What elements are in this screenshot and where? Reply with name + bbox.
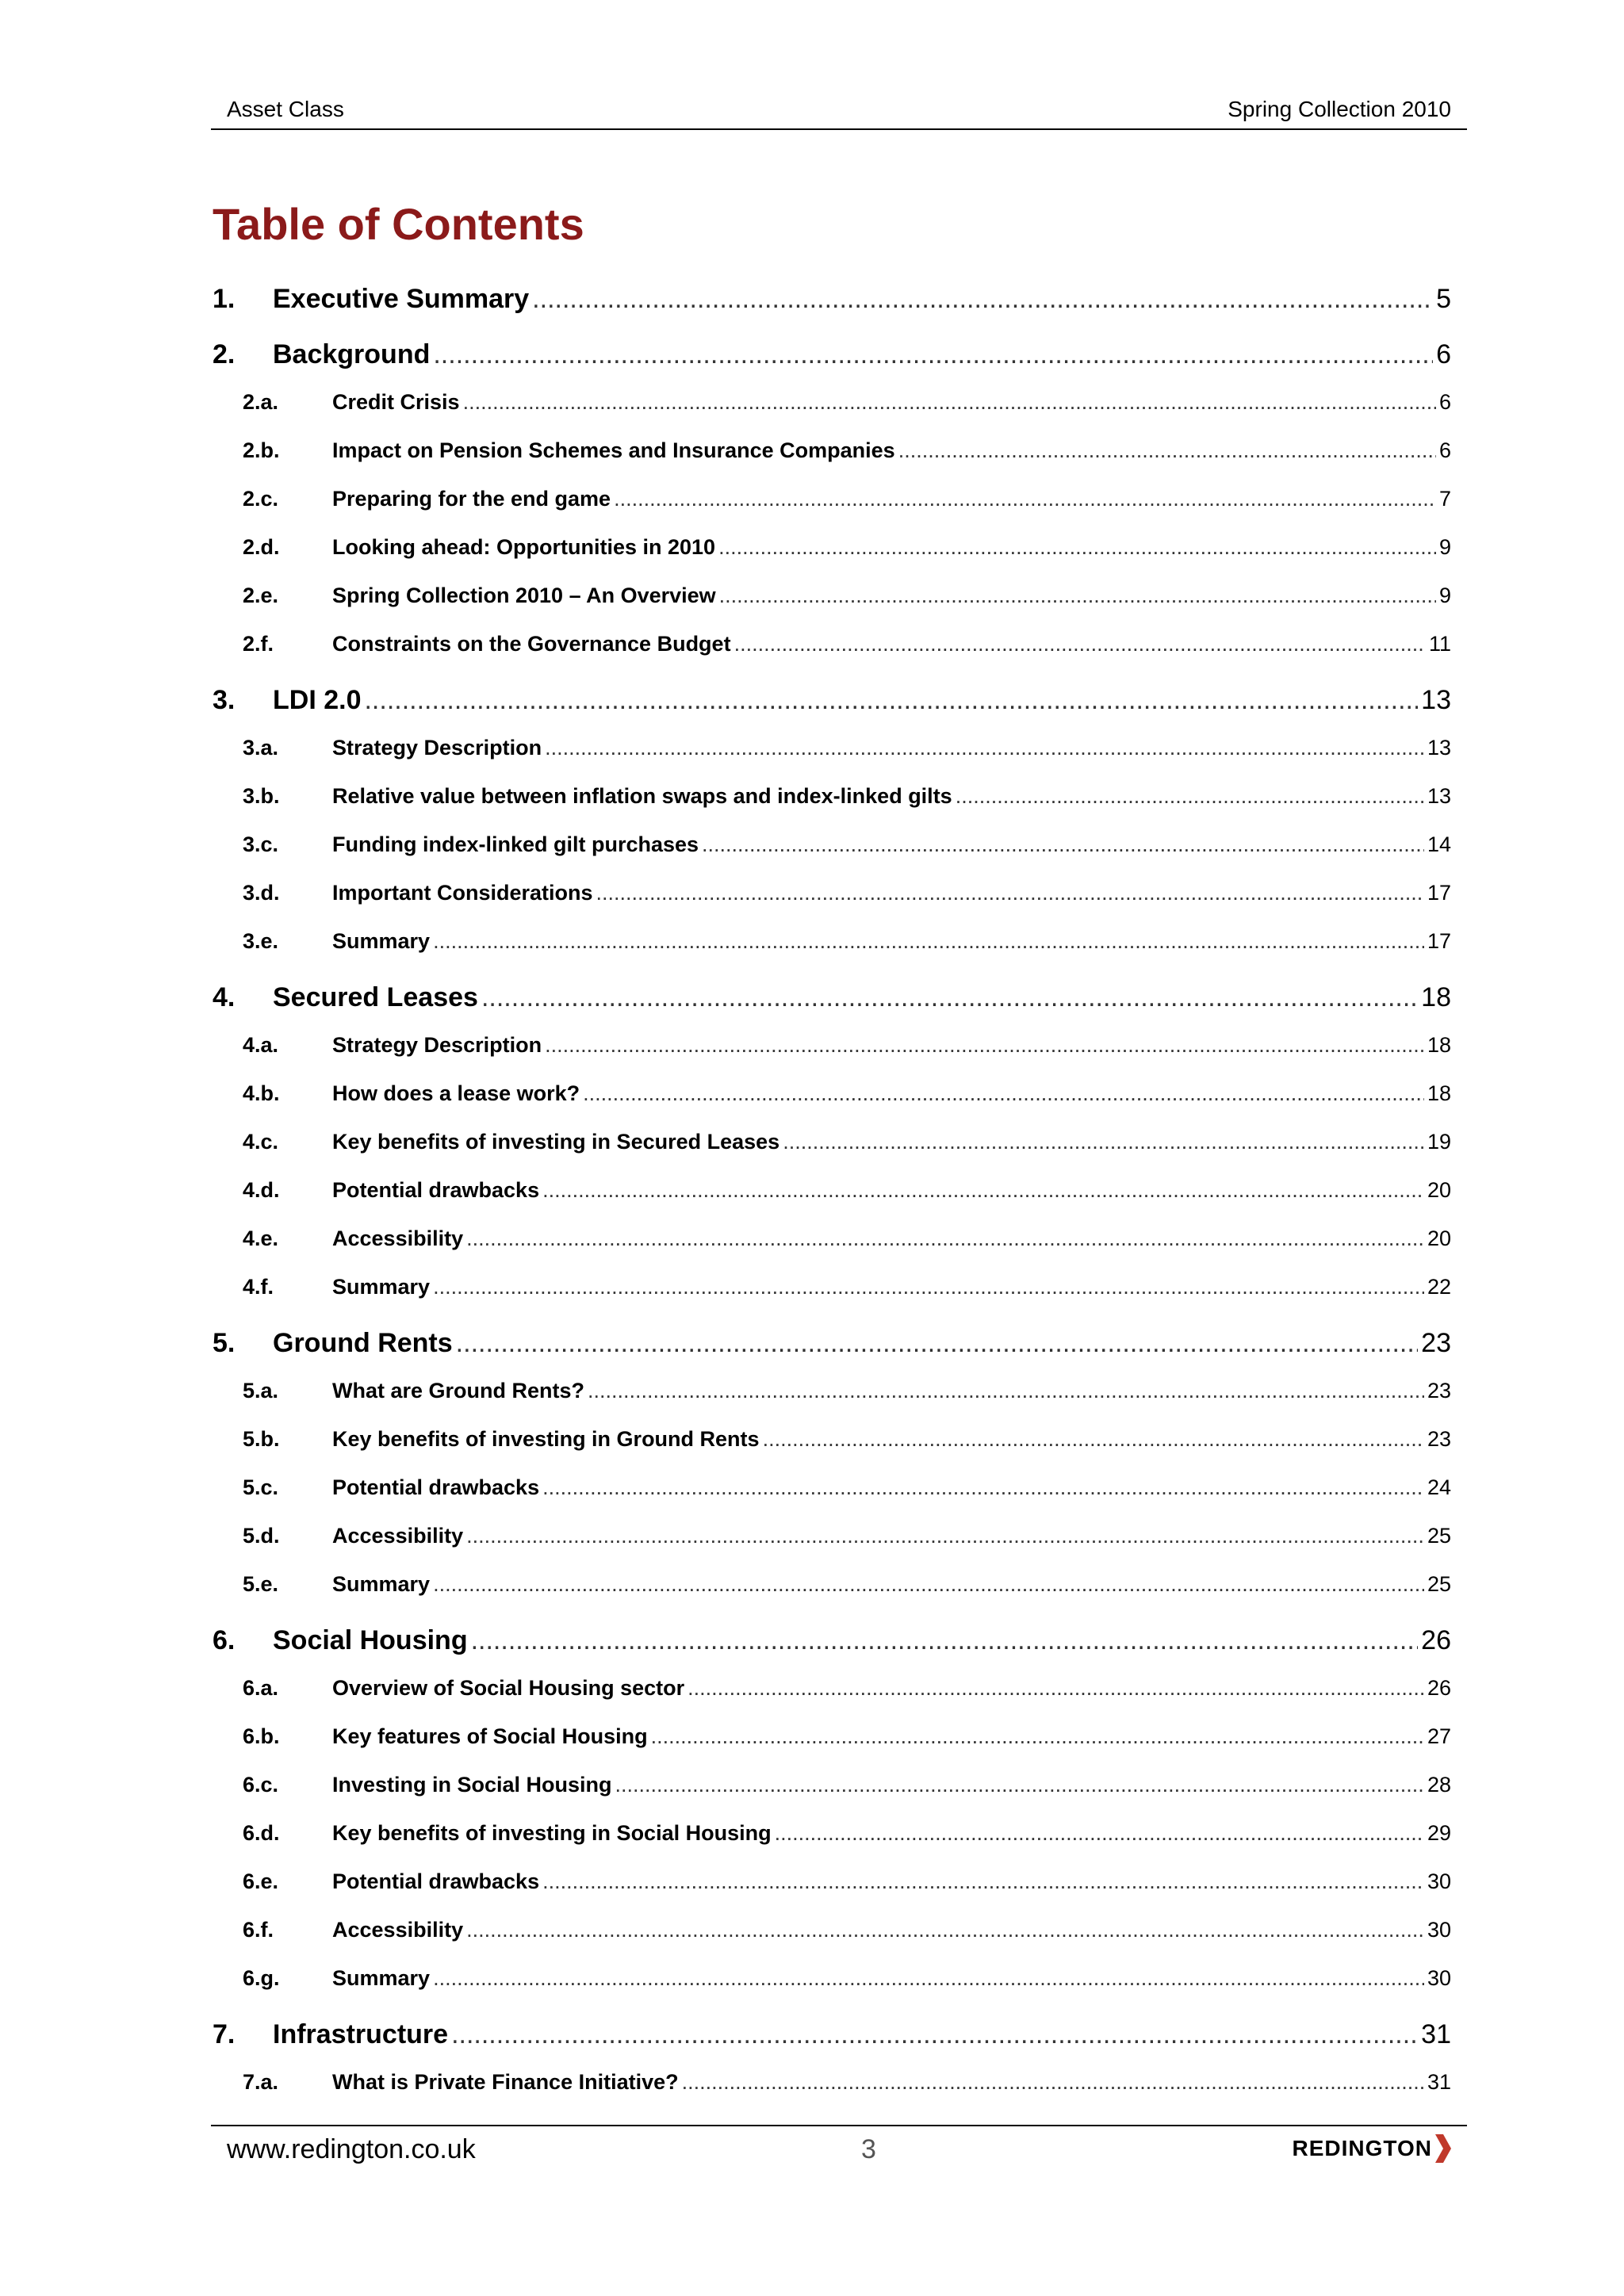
toc-entry[interactable]	[213, 1178, 1451, 1203]
toc-entry-number: 4.c.	[243, 1130, 279, 1154]
toc-entry-label[interactable]: Infrastructure	[273, 2019, 449, 2049]
toc-leader-dots	[775, 1821, 1424, 1846]
toc-entry-page: 17	[1427, 929, 1451, 953]
toc-leader-dots	[718, 535, 1436, 560]
toc-entry[interactable]	[213, 1966, 1451, 1991]
toc-leader-dots	[583, 1081, 1424, 1106]
toc-entry-label[interactable]: What are Ground Rents?	[332, 1379, 585, 1402]
toc-entry[interactable]	[213, 1379, 1451, 1403]
toc-entry-number: 2.c.	[243, 487, 279, 511]
toc-entry-page: 17	[1427, 881, 1451, 905]
toc-entry-page: 30	[1427, 1966, 1451, 1990]
toc-leader-dots	[451, 2019, 1418, 2050]
toc-entry-page: 6	[1438, 390, 1451, 414]
toc-entry-page: 13	[1421, 685, 1451, 715]
toc-entry[interactable]	[213, 1821, 1451, 1846]
toc-entry-label[interactable]: Spring Collection 2010 – An Overview	[332, 584, 716, 607]
toc-entry-number: 3.e.	[243, 929, 279, 953]
footer-url[interactable]: www.redington.co.uk	[227, 2134, 476, 2164]
toc-entry-label[interactable]: Ground Rents	[273, 1328, 453, 1358]
toc-entry-label[interactable]: Social Housing	[273, 1625, 468, 1655]
toc-entry-label[interactable]: Summary	[332, 1572, 431, 1596]
toc-entry[interactable]	[213, 1130, 1451, 1154]
toc-leader-dots	[545, 736, 1424, 760]
toc-heading: Table of Contents	[213, 199, 584, 249]
toc-entry-page: 14	[1427, 832, 1451, 856]
toc-entry-label[interactable]: Looking ahead: Opportunities in 2010	[332, 535, 716, 559]
page-header	[211, 94, 1467, 130]
toc-leader-dots	[614, 487, 1436, 511]
toc-leader-dots	[532, 284, 1433, 315]
toc-entry-label[interactable]: Important Considerations	[332, 881, 593, 905]
toc-entry-number: 6.g.	[243, 1966, 280, 1990]
toc-leader-dots	[466, 1226, 1424, 1251]
toc-entry-label[interactable]: Summary	[332, 1966, 431, 1990]
toc-entry-page: 23	[1427, 1427, 1451, 1451]
toc-entry-label[interactable]: Strategy Description	[332, 1033, 542, 1057]
toc-entry[interactable]	[213, 390, 1451, 415]
toc-entry[interactable]	[213, 1918, 1451, 1942]
toc-entry-number: 2.b.	[243, 438, 280, 462]
toc-leader-dots	[433, 929, 1424, 954]
toc-entry-page: 23	[1427, 1379, 1451, 1402]
toc-entry-page: 11	[1428, 632, 1451, 656]
toc-entry-number: 2.	[213, 339, 236, 369]
toc-leader-dots	[481, 982, 1418, 1013]
toc-entry-number: 6.f.	[243, 1918, 274, 1942]
toc-entry-number: 4.	[213, 982, 236, 1012]
toc-entry-label[interactable]: Funding index-linked gilt purchases	[332, 832, 699, 856]
toc-entry-label[interactable]: Secured Leases	[273, 982, 478, 1012]
toc-entry-number: 5.c.	[243, 1475, 279, 1499]
toc-entry-number: 2.e.	[243, 584, 279, 607]
toc-entry-label[interactable]: Executive Summary	[273, 284, 530, 314]
toc-entry-page: 30	[1427, 1869, 1451, 1893]
toc-leader-dots	[466, 1918, 1424, 1942]
toc-entry-number: 6.d.	[243, 1821, 280, 1845]
toc-entry-number: 3.c.	[243, 832, 279, 856]
toc-leader-dots	[364, 685, 1418, 716]
logo-text: REDINGTON	[1292, 2136, 1432, 2160]
toc-entry[interactable]	[213, 832, 1451, 857]
toc-entry-label[interactable]: LDI 2.0	[273, 685, 362, 715]
toc-entry-label[interactable]: What is Private Finance Initiative?	[332, 2070, 679, 2094]
toc-entry[interactable]	[213, 487, 1451, 511]
toc-entry[interactable]	[213, 736, 1451, 760]
toc-entry[interactable]	[213, 1427, 1451, 1452]
toc-entry-number: 4.f.	[243, 1275, 274, 1299]
toc-entry-page: 13	[1427, 736, 1451, 760]
toc-leader-dots	[433, 339, 1433, 370]
toc-entry[interactable]	[213, 1275, 1451, 1299]
toc-entry-label[interactable]: Overview of Social Housing sector	[332, 1676, 685, 1700]
toc-leader-dots	[734, 632, 1426, 656]
toc-entry-label[interactable]: Accessibility	[332, 1918, 464, 1942]
toc-entry-page: 18	[1427, 1033, 1451, 1057]
toc-entry-page: 6	[1438, 438, 1451, 462]
toc-entry[interactable]	[213, 1773, 1451, 1797]
toc-entry-label[interactable]: Summary	[332, 1275, 431, 1299]
toc-entry-label[interactable]: Preparing for the end game	[332, 487, 611, 511]
toc-leader-dots	[463, 390, 1436, 415]
toc-entry[interactable]	[213, 632, 1451, 656]
toc-leader-dots	[783, 1130, 1424, 1154]
toc-entry-label[interactable]: Key features of Social Housing	[332, 1724, 648, 1748]
toc-entry[interactable]	[213, 438, 1451, 463]
toc-entry-number: 6.c.	[243, 1773, 279, 1797]
toc-entry[interactable]	[213, 2070, 1451, 2095]
toc-entry-label[interactable]: Summary	[332, 929, 431, 953]
toc-entry-number: 4.b.	[243, 1081, 280, 1105]
toc-entry-page: 13	[1427, 784, 1451, 808]
toc-entry-page: 30	[1427, 1918, 1451, 1942]
toc-entry-page: 26	[1427, 1676, 1451, 1700]
toc-entry[interactable]	[213, 535, 1451, 560]
toc-entry-page: 25	[1427, 1572, 1451, 1596]
toc-entry-number: 3.b.	[243, 784, 280, 808]
toc-entry-label[interactable]: Potential drawbacks	[332, 1869, 540, 1893]
toc-leader-dots	[651, 1724, 1424, 1749]
toc-entry[interactable]	[213, 784, 1451, 809]
toc-entry-page: 26	[1421, 1625, 1451, 1655]
toc-entry[interactable]	[213, 1869, 1451, 1894]
toc-leader-dots	[956, 784, 1424, 809]
toc-entry[interactable]	[213, 284, 1451, 315]
toc-entry-number: 3.	[213, 685, 236, 715]
toc-entry[interactable]	[213, 584, 1451, 608]
toc-entry-label[interactable]: Key benefits of investing in Secured Leases	[332, 1130, 780, 1154]
toc-entry-page: 29	[1427, 1821, 1451, 1845]
toc-entry[interactable]	[213, 1625, 1451, 1656]
toc-entry-number: 6.a.	[243, 1676, 279, 1700]
toc-entry[interactable]	[213, 881, 1451, 905]
toc-entry-page: 23	[1421, 1328, 1451, 1358]
toc-leader-dots	[719, 584, 1436, 608]
toc-entry-number: 5.a.	[243, 1379, 279, 1402]
toc-leader-dots	[433, 1275, 1424, 1299]
toc-entry-page: 5	[1436, 284, 1451, 314]
toc-entry-number: 5.d.	[243, 1524, 280, 1548]
toc-entry-page: 20	[1427, 1226, 1451, 1250]
toc-leader-dots	[433, 1966, 1424, 1991]
toc-entry-number: 4.d.	[243, 1178, 280, 1202]
toc-entry-page: 22	[1427, 1275, 1451, 1299]
toc-entry-label[interactable]: Impact on Pension Schemes and Insurance Companies	[332, 438, 895, 462]
toc-entry-label[interactable]: Relative value between inflation swaps and index-linked gilts	[332, 784, 952, 808]
toc-entry-number: 3.a.	[243, 736, 279, 760]
header-left-text: Asset Class	[227, 97, 344, 121]
toc-entry-page: 18	[1421, 982, 1451, 1012]
toc-leader-dots	[466, 1524, 1424, 1548]
toc-leader-dots	[682, 2070, 1424, 2095]
toc-leader-dots	[688, 1676, 1424, 1701]
toc-entry[interactable]	[213, 1033, 1451, 1058]
toc-entry[interactable]	[213, 1676, 1451, 1701]
toc-entry-number: 4.e.	[243, 1226, 279, 1250]
toc-leader-dots	[542, 1869, 1424, 1894]
toc-entry-label[interactable]: Strategy Description	[332, 736, 542, 760]
toc-leader-dots	[545, 1033, 1424, 1058]
toc-entry-number: 6.b.	[243, 1724, 280, 1748]
toc-entry[interactable]	[213, 929, 1451, 954]
toc-entry[interactable]	[213, 2019, 1451, 2050]
toc-entry[interactable]	[213, 1524, 1451, 1548]
toc-entry[interactable]	[213, 1081, 1451, 1106]
toc-entry-number: 5.e.	[243, 1572, 279, 1596]
toc-entry-label[interactable]: Credit Crisis	[332, 390, 460, 414]
toc-entry-page: 25	[1427, 1524, 1451, 1548]
toc-entry-number: 6.	[213, 1625, 236, 1655]
toc-leader-dots	[596, 881, 1424, 905]
toc-leader-dots	[456, 1328, 1419, 1359]
footer-page-number: 3	[861, 2134, 876, 2164]
toc-leader-dots	[588, 1379, 1424, 1403]
toc-entry-label[interactable]: Accessibility	[332, 1524, 464, 1548]
toc-entry[interactable]	[213, 1572, 1451, 1597]
toc-entry-label[interactable]: How does a lease work?	[332, 1081, 580, 1105]
toc-entry[interactable]	[213, 685, 1451, 716]
toc-entry-page: 6	[1436, 339, 1451, 369]
toc-entry-number: 7.a.	[243, 2070, 279, 2094]
toc-entry[interactable]	[213, 1226, 1451, 1251]
toc-leader-dots	[615, 1773, 1424, 1797]
toc-leader-dots	[702, 832, 1424, 857]
toc-leader-dots	[542, 1475, 1424, 1500]
toc-entry-label[interactable]: Key benefits of investing in Social Housing	[332, 1821, 772, 1845]
toc-entry[interactable]	[213, 1328, 1451, 1359]
toc-entry-page: 31	[1421, 2019, 1451, 2049]
toc-entry-label[interactable]: Constraints on the Governance Budget	[332, 632, 731, 656]
toc-leader-dots	[471, 1625, 1419, 1656]
toc-entry[interactable]	[213, 339, 1451, 370]
toc-entry-label[interactable]: Investing in Social Housing	[332, 1773, 612, 1797]
toc-entry-label[interactable]: Key benefits of investing in Ground Rents	[332, 1427, 760, 1451]
toc-leader-dots	[542, 1178, 1424, 1203]
toc-leader-dots	[433, 1572, 1424, 1597]
toc-entry-number: 2.f.	[243, 632, 274, 656]
toc-entry[interactable]	[213, 1475, 1451, 1500]
toc-entry-number: 1.	[213, 284, 236, 314]
toc-entry[interactable]	[213, 1724, 1451, 1749]
page-footer	[211, 2125, 1467, 2174]
toc-entry-number: 5.b.	[243, 1427, 280, 1451]
toc-entry-page: 20	[1427, 1178, 1451, 1202]
toc-entry-number: 5.	[213, 1328, 236, 1358]
toc-entry-number: 6.e.	[243, 1869, 279, 1893]
toc-entry-number: 7.	[213, 2019, 236, 2049]
toc-entry-label[interactable]: Potential drawbacks	[332, 1178, 540, 1202]
redington-logo	[1293, 2133, 1452, 2164]
chevron-right-icon	[1434, 2133, 1451, 2164]
toc-entry-page: 7	[1438, 487, 1451, 511]
toc-leader-dots	[763, 1427, 1424, 1452]
toc-entry[interactable]	[213, 982, 1451, 1013]
toc-entry-page: 28	[1427, 1773, 1451, 1797]
toc-entry-page: 18	[1427, 1081, 1451, 1105]
toc-entry-page: 24	[1427, 1475, 1451, 1499]
header-right-text: Spring Collection 2010	[1228, 97, 1451, 121]
toc-entry-label[interactable]: Accessibility	[332, 1226, 464, 1250]
toc-entry-page: 19	[1427, 1130, 1451, 1154]
toc-entry-label[interactable]: Potential drawbacks	[332, 1475, 540, 1499]
toc-entry-number: 3.d.	[243, 881, 280, 905]
toc-entry-page: 27	[1427, 1724, 1451, 1748]
toc-entry-number: 2.d.	[243, 535, 280, 559]
toc-leader-dots	[898, 438, 1436, 463]
toc-entry-page: 9	[1438, 535, 1451, 559]
toc-entry-label[interactable]: Background	[273, 339, 431, 369]
toc-entry-page: 9	[1438, 584, 1451, 607]
toc-entry-number: 4.a.	[243, 1033, 279, 1057]
toc-entry-number: 2.a.	[243, 390, 279, 414]
toc-entry-page: 31	[1427, 2070, 1451, 2094]
